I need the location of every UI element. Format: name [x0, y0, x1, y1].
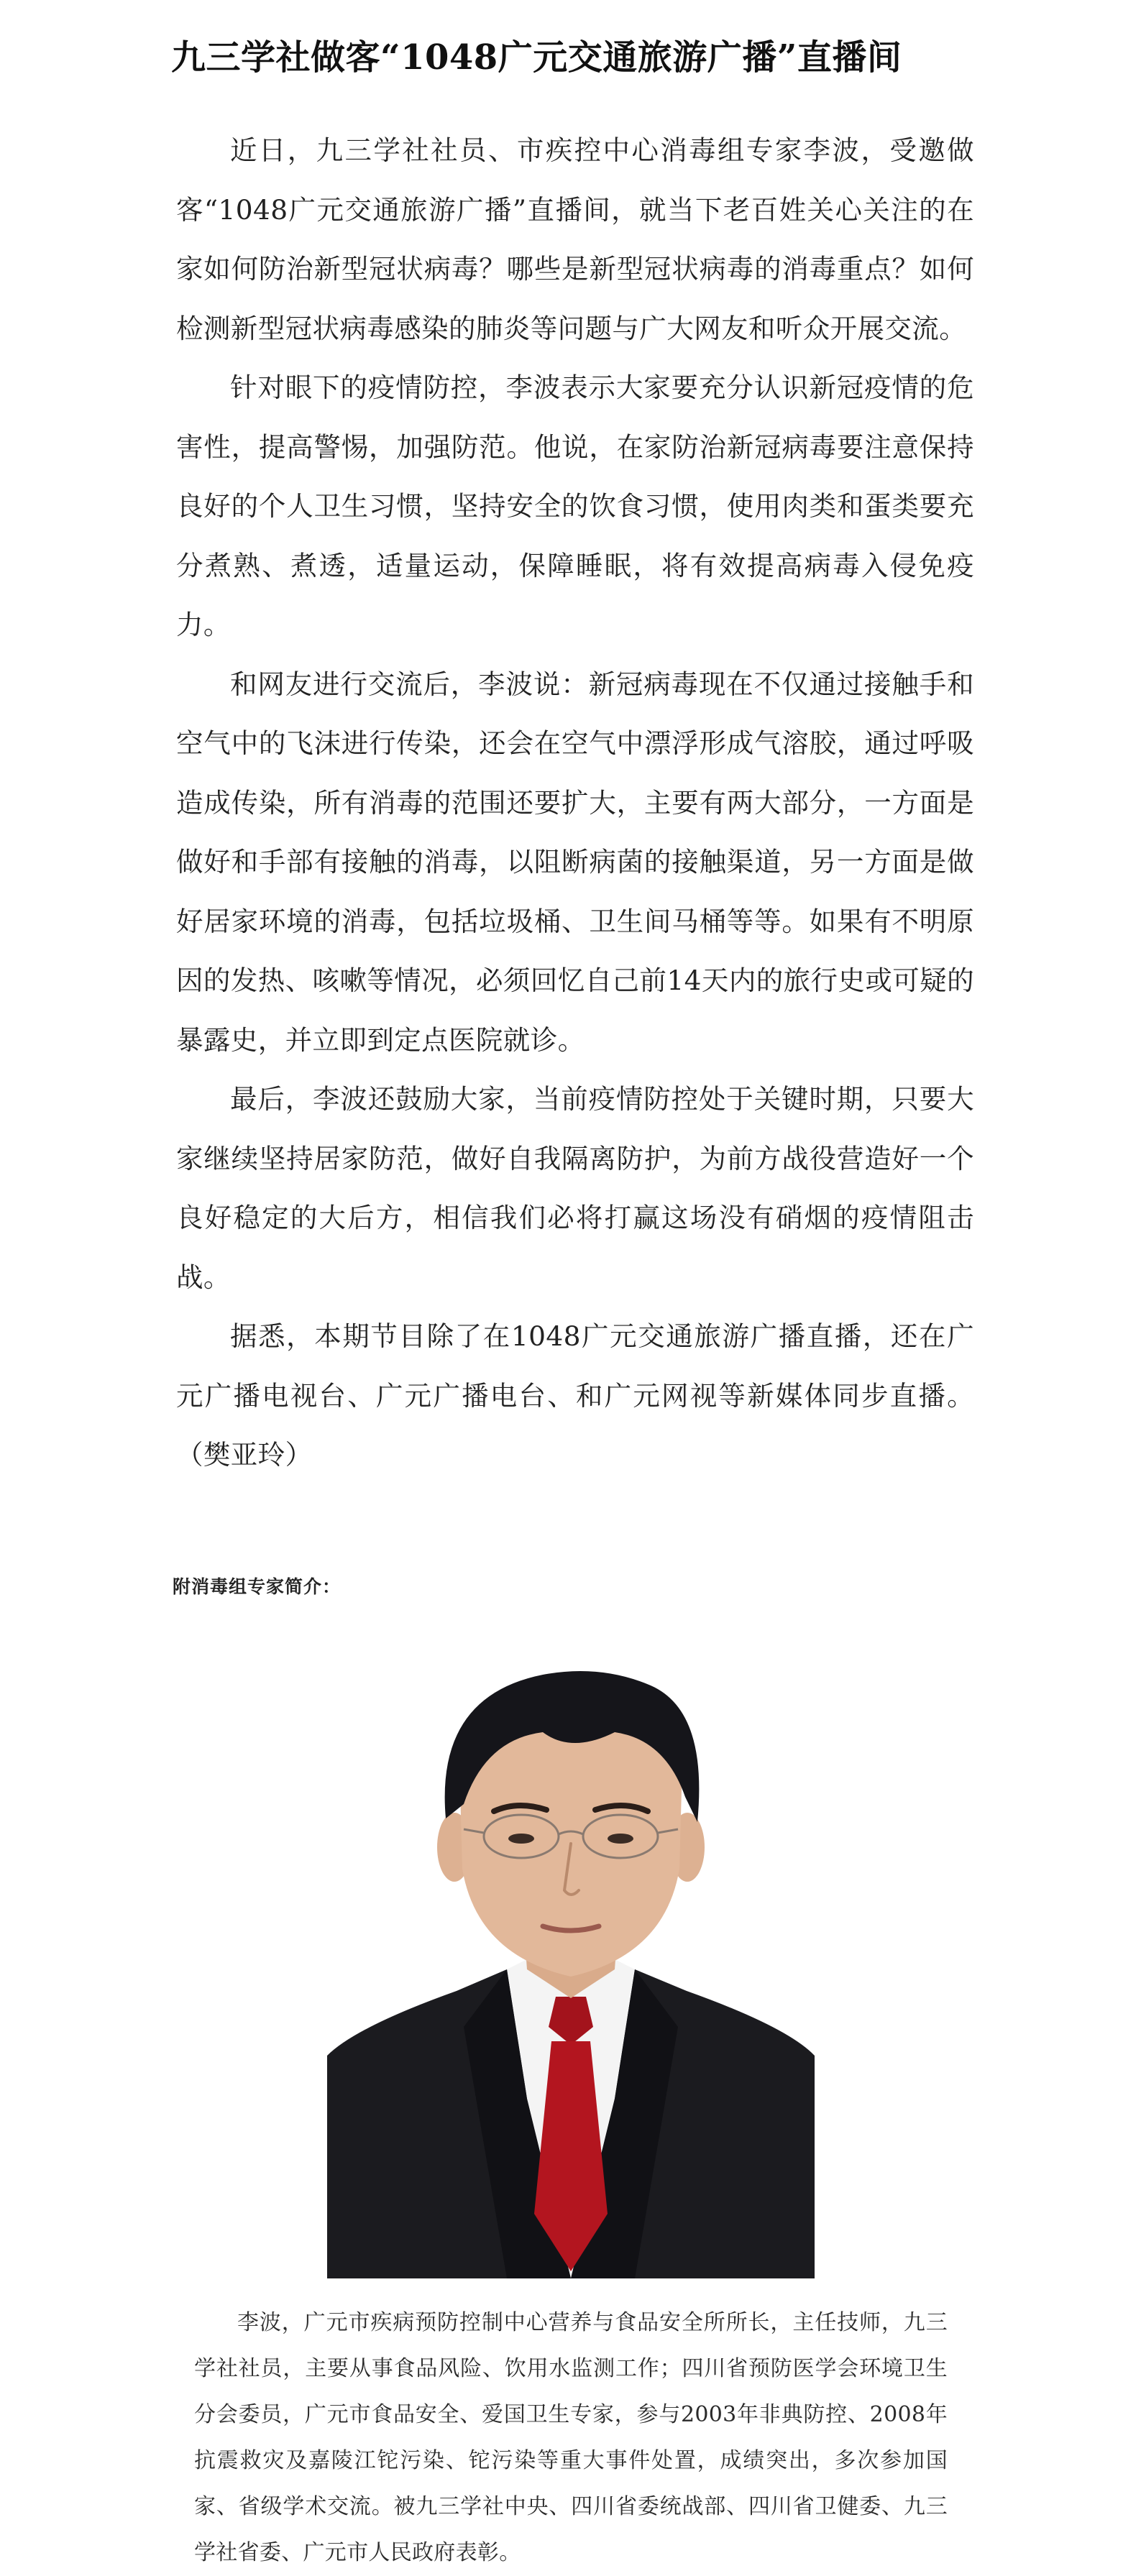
article-title: 九三学社做客“1048广元交通旅游广播”直播间 — [171, 37, 902, 78]
article-body — [176, 121, 974, 1485]
portrait-illustration — [327, 1653, 815, 2278]
expert-portrait — [327, 1653, 815, 2278]
paragraph-5: 据悉，本期节目除了在1048广元交通旅游广播直播，还在广元广播电视台、广元广播电台、和广元网视等新媒体同步直播。（樊亚玲） — [176, 1320, 974, 1471]
left-eye — [508, 1834, 534, 1844]
paragraph-2: 针对眼下的疫情防控，李波表示大家要充分认识新冠疫情的危害性，提高警惕，加强防范。他说，在家防治新冠病毒要注意保持良好的个人卫生习惯，坚持安全的饮食习惯，使用肉类和蛋类要充分煮熟、煮透，适量运动，保障睡眠，将有效提高病毒入侵免疫力。 — [176, 372, 974, 640]
right-eye — [608, 1834, 633, 1844]
expert-bio: 李波，广元市疾病预防控制中心营养与食品安全所所长，主任技师，九三学社社员，主要从事食品风险、饮用水监测工作；四川省预防医学会环境卫生分会委员，广元市食品安全、爱国卫生专家，参与2003年非典防控、2008年抗震救灾及嘉陵江铊污染、铊污染等重大事件处置，成绩突出，多次参加国家、省级学术交流。被九三学社中央、四川省委统战部、四川省卫健委、九三学社省委、广元市人民政府表彰。 — [194, 2310, 948, 2565]
paragraph-1: 近日，九三学社社员、市疾控中心消毒组专家李波，受邀做客“1048广元交通旅游广播”直播间，就当下老百姓关心关注的在家如何防治新型冠状病毒？哪些是新型冠状病毒的消毒重点？如何检测新型冠状病毒感染的肺炎等问题与广大网友和听众开展交流。 — [176, 134, 974, 344]
paragraph-3: 和网友进行交流后，李波说：新冠病毒现在不仅通过接触手和空气中的飞沫进行传染，还会在空气中漂浮形成气溶胶，通过呼吸造成传染，所有消毒的范围还要扩大，主要有两大部分，一方面是做好和手部有接触的消毒，以阻断病菌的接触渠道，另一方面是做好居家环境的消毒，包括垃圾桶、卫生间马桶等等。如果有不明原因的发热、咳嗽等情况，必须回忆自己前14天内的旅行史或可疑的暴露史，并立即到定点医院就诊。 — [176, 668, 974, 1056]
paragraph-4: 最后，李波还鼓励大家，当前疫情防控处于关键时期，只要大家继续坚持居家防范，做好自我隔离防护，为前方战役营造好一个良好稳定的大后方，相信我们必将打赢这场没有硝烟的疫情阻击战。 — [176, 1083, 974, 1293]
appendix-label: 附消毒组专家简介： — [173, 1576, 342, 1597]
